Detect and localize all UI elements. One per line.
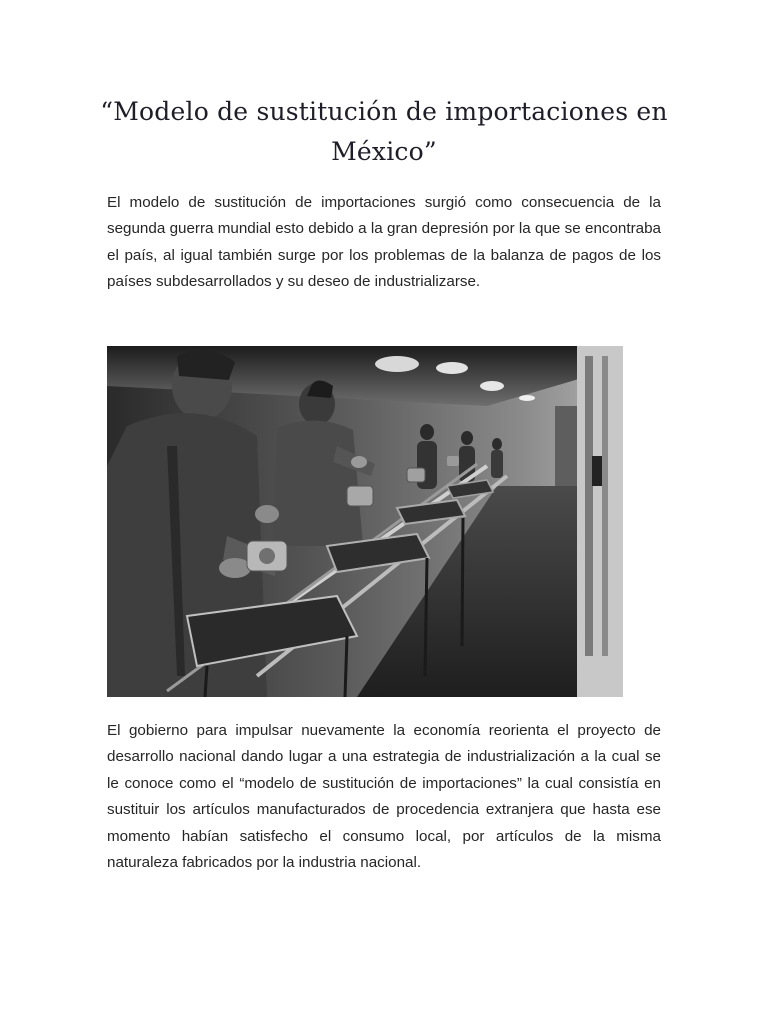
body-paragraph: El gobierno para impulsar nuevamente la economía reorienta el proyecto de desarrollo nacional dando lugar a una estrategia de industrialización a la cual se le conoce como el “modelo de sustitución de importaciones” la cual consistía en sustituir los artículos manufacturados de procedencia extranjera que hasta ese momento habían satisfecho el consumo local, por artículos de la misma naturaleza fabricados por la industria nacional. (107, 722, 661, 872)
photo-illustration (107, 346, 623, 697)
document-title: “Modelo de sustitución de importaciones en México” (100, 97, 668, 166)
factory-assembly-line-photo (107, 346, 623, 697)
intro-paragraph: El modelo de sustitución de importaciones surgió como consecuencia de la segunda guerra mundial esto debido a la gran depresión por la que se encontraba el país, al igual también surge por los problemas de la balanza de pagos de los países subdesarrollados y su deseo de industrializarse. (107, 194, 661, 291)
